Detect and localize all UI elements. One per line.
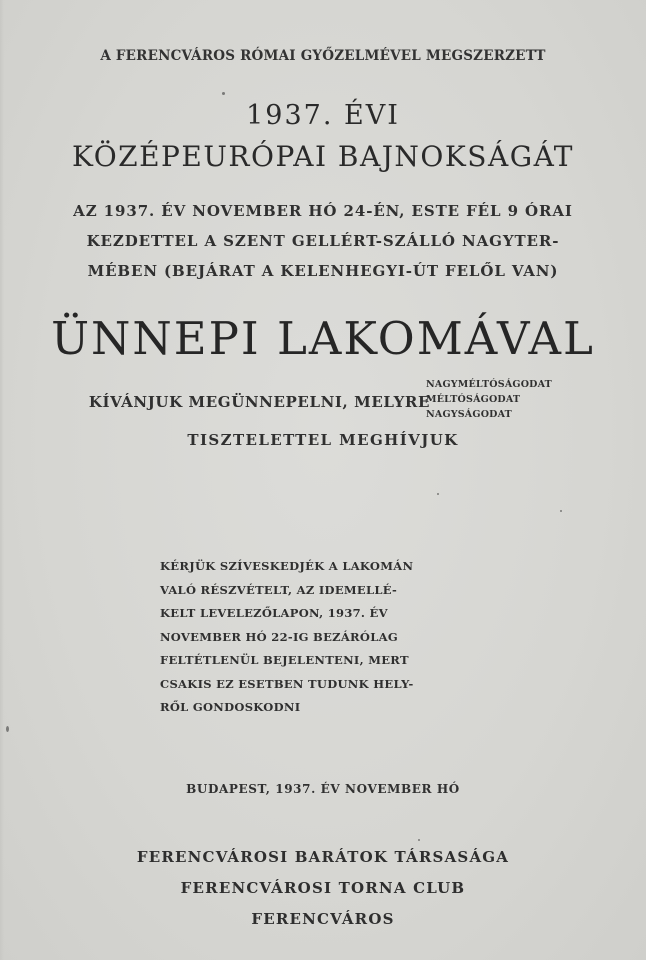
rsvp-notice [160, 555, 480, 720]
notice-line-1: KÉRJÜK SZÍVESKEDJÉK A LAKOMÁN [160, 559, 414, 573]
event-line-2: KEZDETTEL A SZENT GELLÉRT-SZÁLLÓ NAGYTER- [86, 232, 560, 250]
honorifics-list [426, 377, 552, 422]
print-speck [222, 92, 225, 95]
notice-line-2: VALÓ RÉSZVÉTELT, AZ IDEMELLÉ- [160, 582, 398, 597]
notice-line-6: CSAKIS EZ ESETBEN TUDUNK HELY- [160, 676, 414, 691]
notice-line-4: NOVEMBER HÓ 22-IG BEZÁRÓLAG [160, 629, 398, 644]
print-speck [6, 726, 9, 732]
organizer-2: FERENCVÁROSI TORNA CLUB [180, 879, 466, 897]
honorific-2: MÉLTÓSÁGODAT [426, 394, 521, 405]
year-heading: 1937. ÉVI [246, 100, 400, 131]
honorific-1: NAGYMÉLTÓSÁGODAT [426, 379, 552, 390]
print-speck [418, 839, 420, 841]
print-speck [437, 493, 439, 495]
print-speck [560, 510, 562, 512]
notice-line-3: KELT LEVELEZŐLAPON, 1937. ÉV [160, 606, 388, 620]
invite-line: TISZTELETTEL MEGHÍVJUK [187, 431, 459, 449]
wish-line: KÍVÁNJUK MEGÜNNEPELNI, MELYRE [88, 393, 430, 411]
notice-line-5: FELTÉTLENÜL BEJELENTENI, MERT [160, 653, 409, 667]
organizer-1: FERENCVÁROSI BARÁTOK TÁRSASÁGA [136, 848, 510, 866]
event-line-1: AZ 1937. ÉV NOVEMBER HÓ 24-ÉN, ESTE FÉL 9 ÓRAI [73, 202, 573, 220]
organizer-3: FERENCVÁROS [251, 910, 395, 928]
feast-heading: ÜNNEPI LAKOMÁVAL [51, 312, 595, 365]
intro-line: A FERENCVÁROS RÓMAI GYŐZELMÉVEL MEGSZERZETT [100, 48, 546, 64]
honorific-3: NAGYSÁGODAT [426, 409, 512, 420]
championship-heading: KÖZÉPEURÓPAI BAJNOKSÁGÁT [72, 140, 574, 173]
event-line-3: MÉBEN (BEJÁRAT A KELENHEGYI-ÚT FELŐL VAN) [87, 262, 559, 280]
notice-line-7: RŐL GONDOSKODNI [160, 700, 301, 714]
place-date-line: BUDAPEST, 1937. ÉV NOVEMBER HÓ [186, 782, 460, 796]
